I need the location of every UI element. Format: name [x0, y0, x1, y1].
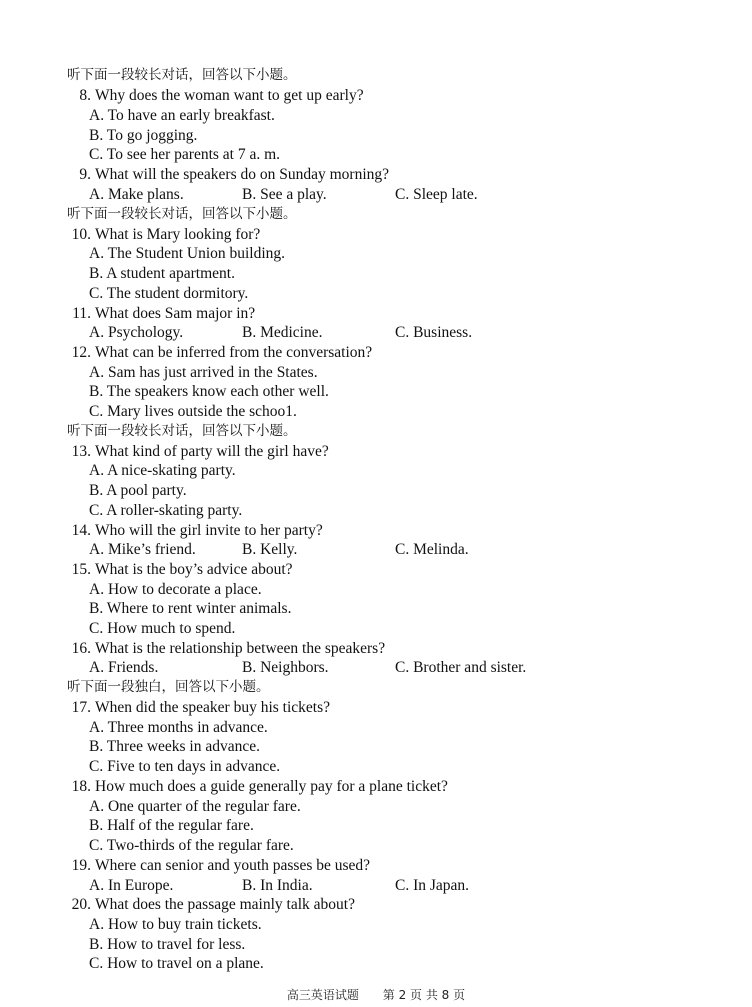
option: A. Make plans.	[89, 186, 184, 203]
question-text: Why does the woman want to get up early?	[95, 87, 364, 104]
option: A. How to buy train tickets.	[89, 916, 262, 933]
question-15	[67, 560, 293, 580]
footer-page-number: 第 2 页 共 8 页	[382, 988, 466, 1002]
question-19	[67, 856, 370, 876]
question-text: What is the relationship between the speakers?	[95, 640, 386, 657]
question-number: 13.	[71, 443, 91, 460]
question-number: 15.	[71, 561, 91, 578]
option: B. Three weeks in advance.	[89, 738, 261, 755]
question-text: When did the speaker buy his tickets?	[95, 699, 331, 716]
option: B. Medicine.	[242, 324, 323, 341]
question-number: 8.	[79, 87, 91, 104]
footer-subject: 高三英语试题	[286, 988, 359, 1002]
option: C. A roller-skating party.	[89, 502, 243, 519]
option: C. Two-thirds of the regular fare.	[89, 837, 294, 854]
option: A. Three months in advance.	[89, 719, 268, 736]
question-11	[67, 304, 255, 324]
question-text: What does the passage mainly talk about?	[95, 896, 355, 913]
question-13	[67, 442, 329, 462]
option: B. In India.	[242, 877, 313, 894]
question-number: 14.	[71, 522, 91, 539]
question-number: 17.	[71, 699, 91, 716]
option: C. Brother and sister.	[395, 659, 527, 676]
option: C. Mary lives outside the schoo1.	[89, 403, 297, 420]
option: C. How much to spend.	[89, 620, 236, 637]
section-heading: 听下面一段较长对话，回答以下小题。	[67, 423, 297, 439]
option: A. One quarter of the regular fare.	[89, 798, 301, 815]
question-text: What will the speakers do on Sunday morning?	[95, 166, 390, 183]
question-number: 20.	[71, 896, 91, 913]
section-heading: 听下面一段较长对话，回答以下小题。	[67, 206, 297, 222]
option: A. In Europe.	[89, 877, 174, 894]
option: B. Where to rent winter animals.	[89, 600, 292, 617]
option: A. A nice-skating party.	[89, 462, 236, 479]
question-number: 19.	[71, 857, 91, 874]
question-8	[67, 86, 364, 106]
question-text: What is the boy’s advice about?	[95, 561, 293, 578]
option: C. How to travel on a plane.	[89, 955, 264, 972]
option: C. The student dormitory.	[89, 285, 249, 302]
question-text: What does Sam major in?	[95, 305, 256, 322]
option: B. A pool party.	[89, 482, 187, 499]
question-text: Who will the girl invite to her party?	[95, 522, 323, 539]
question-number: 9.	[79, 166, 91, 183]
option: C. Five to ten days in advance.	[89, 758, 281, 775]
option: C. Business.	[395, 324, 473, 341]
page-footer	[0, 986, 752, 1003]
option: A. The Student Union building.	[89, 245, 286, 262]
question-17	[67, 698, 330, 718]
question-16	[67, 639, 385, 659]
option: A. To have an early breakfast.	[89, 107, 275, 124]
option: B. A student apartment.	[89, 265, 235, 282]
option: A. How to decorate a place.	[89, 581, 262, 598]
question-14	[67, 521, 323, 541]
option: B. How to travel for less.	[89, 936, 246, 953]
option: B. Neighbors.	[242, 659, 329, 676]
option: A. Sam has just arrived in the States.	[89, 364, 318, 381]
question-12	[67, 343, 372, 363]
question-20	[67, 895, 355, 915]
question-text: Where can senior and youth passes be used?	[95, 857, 371, 874]
option: C. Sleep late.	[395, 186, 478, 203]
option: B. The speakers know each other well.	[89, 383, 329, 400]
question-text: What is Mary looking for?	[95, 226, 261, 243]
option: B. See a play.	[242, 186, 327, 203]
option: A. Mike’s friend.	[89, 541, 196, 558]
question-18	[67, 777, 448, 797]
option: C. To see her parents at 7 a. m.	[89, 146, 281, 163]
option: B. Half of the regular fare.	[89, 817, 254, 834]
question-text: What kind of party will the girl have?	[95, 443, 329, 460]
question-number: 11.	[72, 305, 91, 322]
option: A. Friends.	[89, 659, 159, 676]
option: A. Psychology.	[89, 324, 184, 341]
question-9	[67, 165, 389, 185]
question-number: 12.	[71, 344, 91, 361]
section-heading: 听下面一段较长对话，回答以下小题。	[67, 67, 297, 83]
option: C. In Japan.	[395, 877, 470, 894]
question-10	[67, 225, 260, 245]
question-text: How much does a guide generally pay for a plane ticket?	[95, 778, 448, 795]
section-heading: 听下面一段独白，回答以下小题。	[67, 679, 270, 695]
question-text: What can be inferred from the conversation?	[95, 344, 373, 361]
option: C. Melinda.	[395, 541, 469, 558]
question-number: 18.	[71, 778, 91, 795]
option: B. To go jogging.	[89, 127, 198, 144]
question-number: 10.	[71, 226, 91, 243]
option: B. Kelly.	[242, 541, 298, 558]
question-number: 16.	[71, 640, 91, 657]
